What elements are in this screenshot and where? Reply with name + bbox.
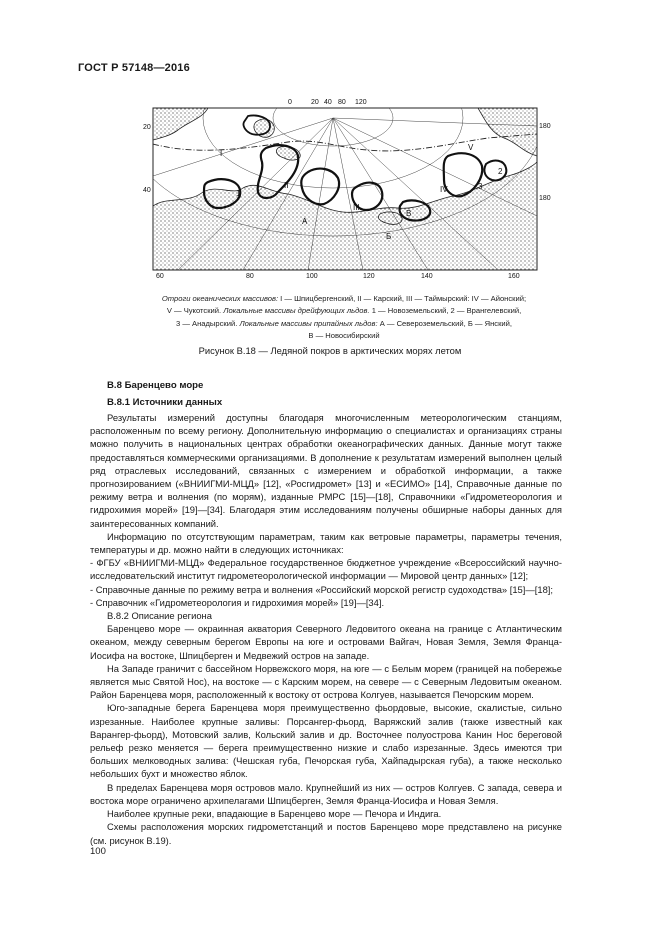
list-item: - ФГБУ «ВНИИГМИ-МЦД» Федеральное государственное бюджетное учреждение «Всероссийский научно-исследовательский институт гидрометеорологической информации — Мировой центр данных» [12]; bbox=[90, 557, 562, 582]
legend-text: V — Чукотский. bbox=[166, 306, 224, 316]
region-label: 1 bbox=[236, 189, 241, 198]
region-label: II bbox=[284, 181, 289, 190]
legend-line-1 bbox=[134, 293, 554, 305]
coordinate-label-bottom: 140 bbox=[421, 273, 433, 280]
paragraph: Результаты измерений доступны благодаря многочисленным метеорологическим станциям, расположенным по всему региону. Дополнительную информацию о специалистах и организациях страны можно получить в национальных центрах обработки океанографических данных. Данные могут также предоставляться коммерческими организациями. В дополнение к результатам измерений выполнен целый ряд отраслевых исследований, связанных с измерением и обработкой информации, а также прогнозированием («ВНИИГМИ-МЦД» [12], «Росгидромет» [13] и «ЕСИМО» [14], Справочные данные по режиму ветра и волнения (по морям), изданные РМРС [15]—[18], Справочники «Гидрометеорология и гидрохимия морей» [19]—[34]. Благодаря этим исследованиям получены обширные наборы данных для заинтересованных компаний. bbox=[90, 412, 562, 529]
coordinate-label-left: 20 bbox=[143, 124, 151, 131]
ice-massif-outline bbox=[484, 161, 506, 181]
legend-text: А — Североземельский, Б — Янский, bbox=[377, 318, 513, 328]
coordinate-label-right: 180 bbox=[539, 195, 551, 202]
coordinate-label-bottom: 60 bbox=[156, 273, 164, 280]
paragraph: В пределах Баренцева моря островов мало. Крупнейший из них — остров Колгуев. С запада, севера и востока море ограничено архипелагами Шпицберген, Земля Франца-Иосифа и Новая Земля. bbox=[90, 781, 562, 806]
region-label: Б bbox=[386, 232, 392, 241]
coordinate-label-bottom: 100 bbox=[306, 273, 318, 280]
coordinate-label-top: 80 bbox=[338, 99, 346, 106]
region-label: IV bbox=[440, 185, 448, 194]
legend-italic: Локальные массивы дрейфующих льдов. bbox=[223, 306, 370, 316]
legend-line-4: В — Новосибирский bbox=[308, 331, 380, 341]
coordinate-label-top: 20 bbox=[311, 99, 319, 106]
legend-italic: Локальные массивы припайных льдов: bbox=[239, 318, 378, 328]
paragraph: Юго-западные берега Баренцева моря преимущественно фьордовые, высокие, скалистые, сильно изрезанные. Наиболее крупные заливы: Порсангер-фьорд, Варяжский залив (также известный как Варангер-фьорд), Мотовский залив, Кольский залив и др. Восточнее полуострова Канин Нос береговой рельеф резко меняется — берега преимущественно низкие и слабо изрезанные. Здесь имеются три больших мелководных залива: (Чешская губа, Печорская губа, Хайпадырская губа), а также несколько небольших бухт и множество яблок. bbox=[90, 702, 562, 780]
paragraph: Информацию по отсутствующим параметрам, таким как ветровые параметры, параметры течения, температуры и др. можно найти в следующих источниках: bbox=[90, 530, 562, 556]
section-title: В.8 Баренцево море bbox=[107, 380, 204, 391]
region-label: 3 bbox=[478, 182, 483, 191]
legend-text: 1 — Новоземельский, 2 — Врангелевский, bbox=[369, 306, 522, 316]
legend-text: I — Шпицбергенский, II — Карский, III — Таймырский: IV — Айонский; bbox=[278, 294, 527, 303]
subsection-title: В.8.1 Источники данных bbox=[107, 397, 223, 408]
paragraph: Схемы расположения морских гидрометстанций и постов Баренцево море представлено на рисунке (см. рисунок В.19). bbox=[90, 821, 562, 846]
coordinate-label-bottom: 160 bbox=[508, 273, 520, 280]
paragraph: Наиболее крупные реки, впадающие в Баренцево море — Печора и Индига. bbox=[107, 808, 442, 820]
figure-caption: Рисунок В.18 — Ледяной покров в арктических морях летом bbox=[198, 345, 462, 356]
coordinate-label-top: 0 bbox=[288, 99, 292, 106]
land-mass-northeast bbox=[478, 108, 537, 156]
coordinate-label-right: 180 bbox=[539, 123, 551, 130]
document-standard-header: ГОСТ Р 57148—2016 bbox=[78, 62, 190, 74]
legend-line-3 bbox=[134, 318, 554, 330]
body-text bbox=[90, 411, 562, 847]
paragraph: На Западе граничит с бассейном Норвежского моря, на юге — с Белым морем (границей на побережье является мыс Святой Нос), на востоке — с Карским морем, на севере — с Северным Ледовитым океаном. Район Баренцева моря, расположенный к востоку от острова Колгуев, называется Печорским морем. bbox=[90, 662, 562, 701]
page-number: 100 bbox=[90, 846, 106, 857]
coordinate-label-top: 40 bbox=[324, 99, 332, 106]
region-label: V bbox=[468, 143, 474, 152]
region-label: 2 bbox=[498, 167, 503, 176]
list-item: - Справочник «Гидрометеорология и гидрохимия морей» [19]—[34]. bbox=[90, 596, 385, 608]
legend-line-2 bbox=[134, 305, 554, 317]
coordinate-label-left: 40 bbox=[143, 187, 151, 194]
coordinate-label-bottom: 80 bbox=[246, 273, 254, 280]
region-label: I bbox=[220, 149, 223, 158]
paragraph: Баренцево море — окраинная акватория Северного Ледовитого океана на границе с Атлантическим океаном, между северным берегом Европы на юге и островами Вайгач, Новая Земля, Земля Франца-Иосифа на востоке, Шпицберген и Медвежий остров на западе. bbox=[90, 623, 562, 661]
legend-text: 3 — Анадырский. bbox=[175, 318, 240, 328]
region-label: III bbox=[353, 203, 360, 212]
subsection-heading: В.8.2 Описание региона bbox=[107, 610, 212, 622]
figure-legend bbox=[134, 293, 554, 343]
coordinate-label-top: 120 bbox=[355, 99, 367, 106]
arctic-ice-map bbox=[143, 96, 551, 280]
ice-edge-line bbox=[153, 134, 537, 151]
list-item: - Справочные данные по режиму ветра и волнения «Российский морской регистр судоходства» [15]—[18]; bbox=[90, 583, 553, 595]
region-label: B bbox=[406, 209, 412, 218]
land-mass-northwest bbox=[153, 108, 208, 140]
region-label: A bbox=[302, 217, 308, 226]
legend-italic: Отроги океанических массивов: bbox=[161, 294, 279, 303]
coordinate-label-bottom: 120 bbox=[363, 273, 375, 280]
